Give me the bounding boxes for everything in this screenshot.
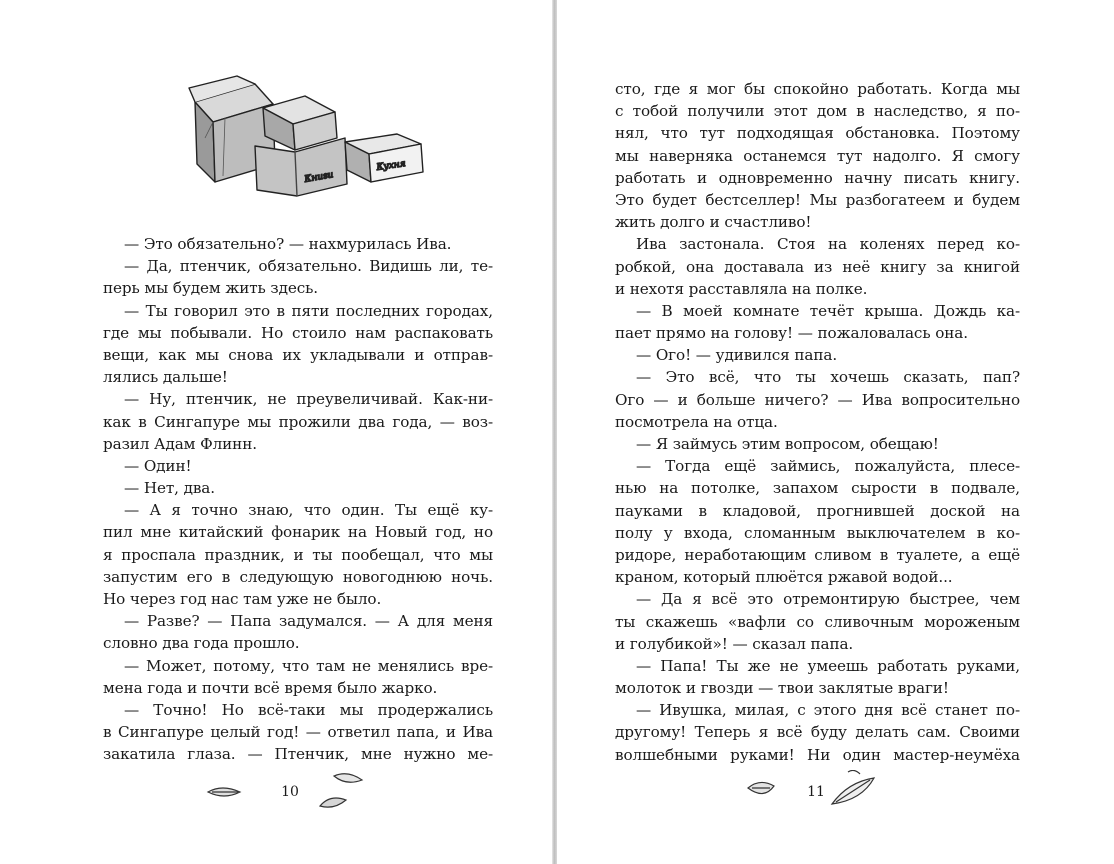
box-label-kitchen: Кухня [376,159,407,173]
text-line: жить долго и счастливо! [615,213,812,232]
text-line: мена года и почти всё время было жарко. [103,678,438,697]
text-line: — Это обязательно? — нахмурилась Ива. [124,235,452,253]
text-line: — Точно! Но всё-таки мы продержались [124,700,493,719]
text-line: — В моей комнате течёт крыша. Дождь ка- [636,301,1020,320]
text-line: — Я займусь этим вопросом, обещаю! [636,435,939,453]
text-line: запустим его в следующую новогоднюю ночь. [103,567,493,586]
text-line: — А я точно знаю, что один. Ты ещё ку- [124,501,493,520]
right-page-footer [742,770,862,814]
text-line: — Это всё, что ты хочешь сказать, пап? [636,368,1020,387]
text-line: лялись дальше! [103,368,228,387]
text-line: — Может, потому, что там не менялись вре- [124,656,493,675]
text-line: полу у входа, сломанным выключателем в ко- [615,523,1020,542]
text-line: — Разве? — Папа задумался. — А для меня [124,612,493,631]
text-line: мы наверняка останемся тут надолго. Я смогу [615,146,1020,165]
text-line: словно два года прошло. [103,634,300,653]
text-line: нял, что тут подходящая обстановка. Поэтому [615,124,1020,143]
text-line: в Сингапуре целый год! — ответил папа, и Ива [103,723,493,742]
text-line: нью на потолке, запахом сырости в подвале, [615,479,1020,498]
text-line: разил Адам Флинн. [103,434,257,453]
text-line: где мы побывали. Но стоило нам распаковать [103,323,493,342]
text-line: пауками в кладовой, прогнившей доской на [615,501,1020,520]
text-line: — Нет, два. [124,479,215,498]
text-line: закатила глаза. — Птенчик, мне нужно ме- [103,745,493,764]
text-line: — Ты говорил это в пяти последних городах, [124,301,493,320]
text-line: и голубикой»! — сказал папа. [615,634,854,653]
text-line: ридоре, неработающим сливом в туалете, а ещё [615,545,1020,564]
text-line: — Один! [124,456,192,475]
text-line: с тобой получили этот дом в наследство, я по- [615,102,1020,121]
text-line: краном, который плюётся ржавой водой... [615,568,953,587]
page-number: 11 [807,784,825,800]
text-line: работать и одновременно начну писать книгу. [615,168,1020,187]
leaf-ornament-icon [742,770,802,814]
text-line: перь мы будем жить здесь. [103,279,319,298]
text-line: посмотрела на отца. [615,412,778,431]
text-line: — Ого! — удивился папа. [636,346,838,365]
box-label-books: Книги [303,170,335,185]
text-line: пает прямо на голову! — пожаловалась она. [615,324,968,343]
text-line: сто, где я мог бы спокойно работать. Когда мы [615,80,1020,98]
text-line: — Папа! Ты же не умеешь работать руками, [636,656,1020,675]
text-line: — Ивушка, милая, с этого дня всё станет по- [636,701,1020,720]
right-page-text [615,78,1020,766]
text-line: пил мне китайский фонарик на Новый год, но [103,523,493,542]
text-line: волшебными руками! Ни один мастер-неумёха [615,745,1020,764]
text-line: ты скажешь «вафли со сливочным мороженым [615,612,1020,631]
text-line: Ого — и больше ничего? — Ива вопросительно [615,390,1020,409]
leaf-ornament-right-icon [828,770,898,814]
text-line: — Ну, птенчик, не преувеличивай. Как-ни- [124,390,493,409]
text-line: как в Сингапуре мы прожили два года, — воз- [103,412,493,431]
text-line: — Да я всё это отремонтирую быстрее, чем [636,590,1020,609]
text-line: — Да, птенчик, обязательно. Видишь ли, те- [124,257,493,276]
text-line: вещи, как мы снова их укладывали и отправ- [103,345,493,364]
page-number: 10 [281,784,299,800]
text-line: Ива застонала. Стоя на коленях перед ко- [636,235,1020,254]
text-line: Но через год нас там уже не было. [103,590,382,608]
text-line: робкой, она доставала из неё книгу за книгой [615,257,1020,276]
text-line: молоток и гвозди — твои заклятые враги! [615,679,949,698]
text-line: — Тогда ещё займись, пожалуйста, плесе- [636,457,1020,476]
text-line: Это будет бестселлер! Мы разбогатеем и будем [615,190,1020,209]
text-line: я проспала праздник, и ты пообещал, что мы [103,545,493,564]
text-line: другому! Теперь я всё буду делать сам. Своими [615,723,1020,742]
text-line: и нехотя расставляла на полке. [615,279,868,298]
